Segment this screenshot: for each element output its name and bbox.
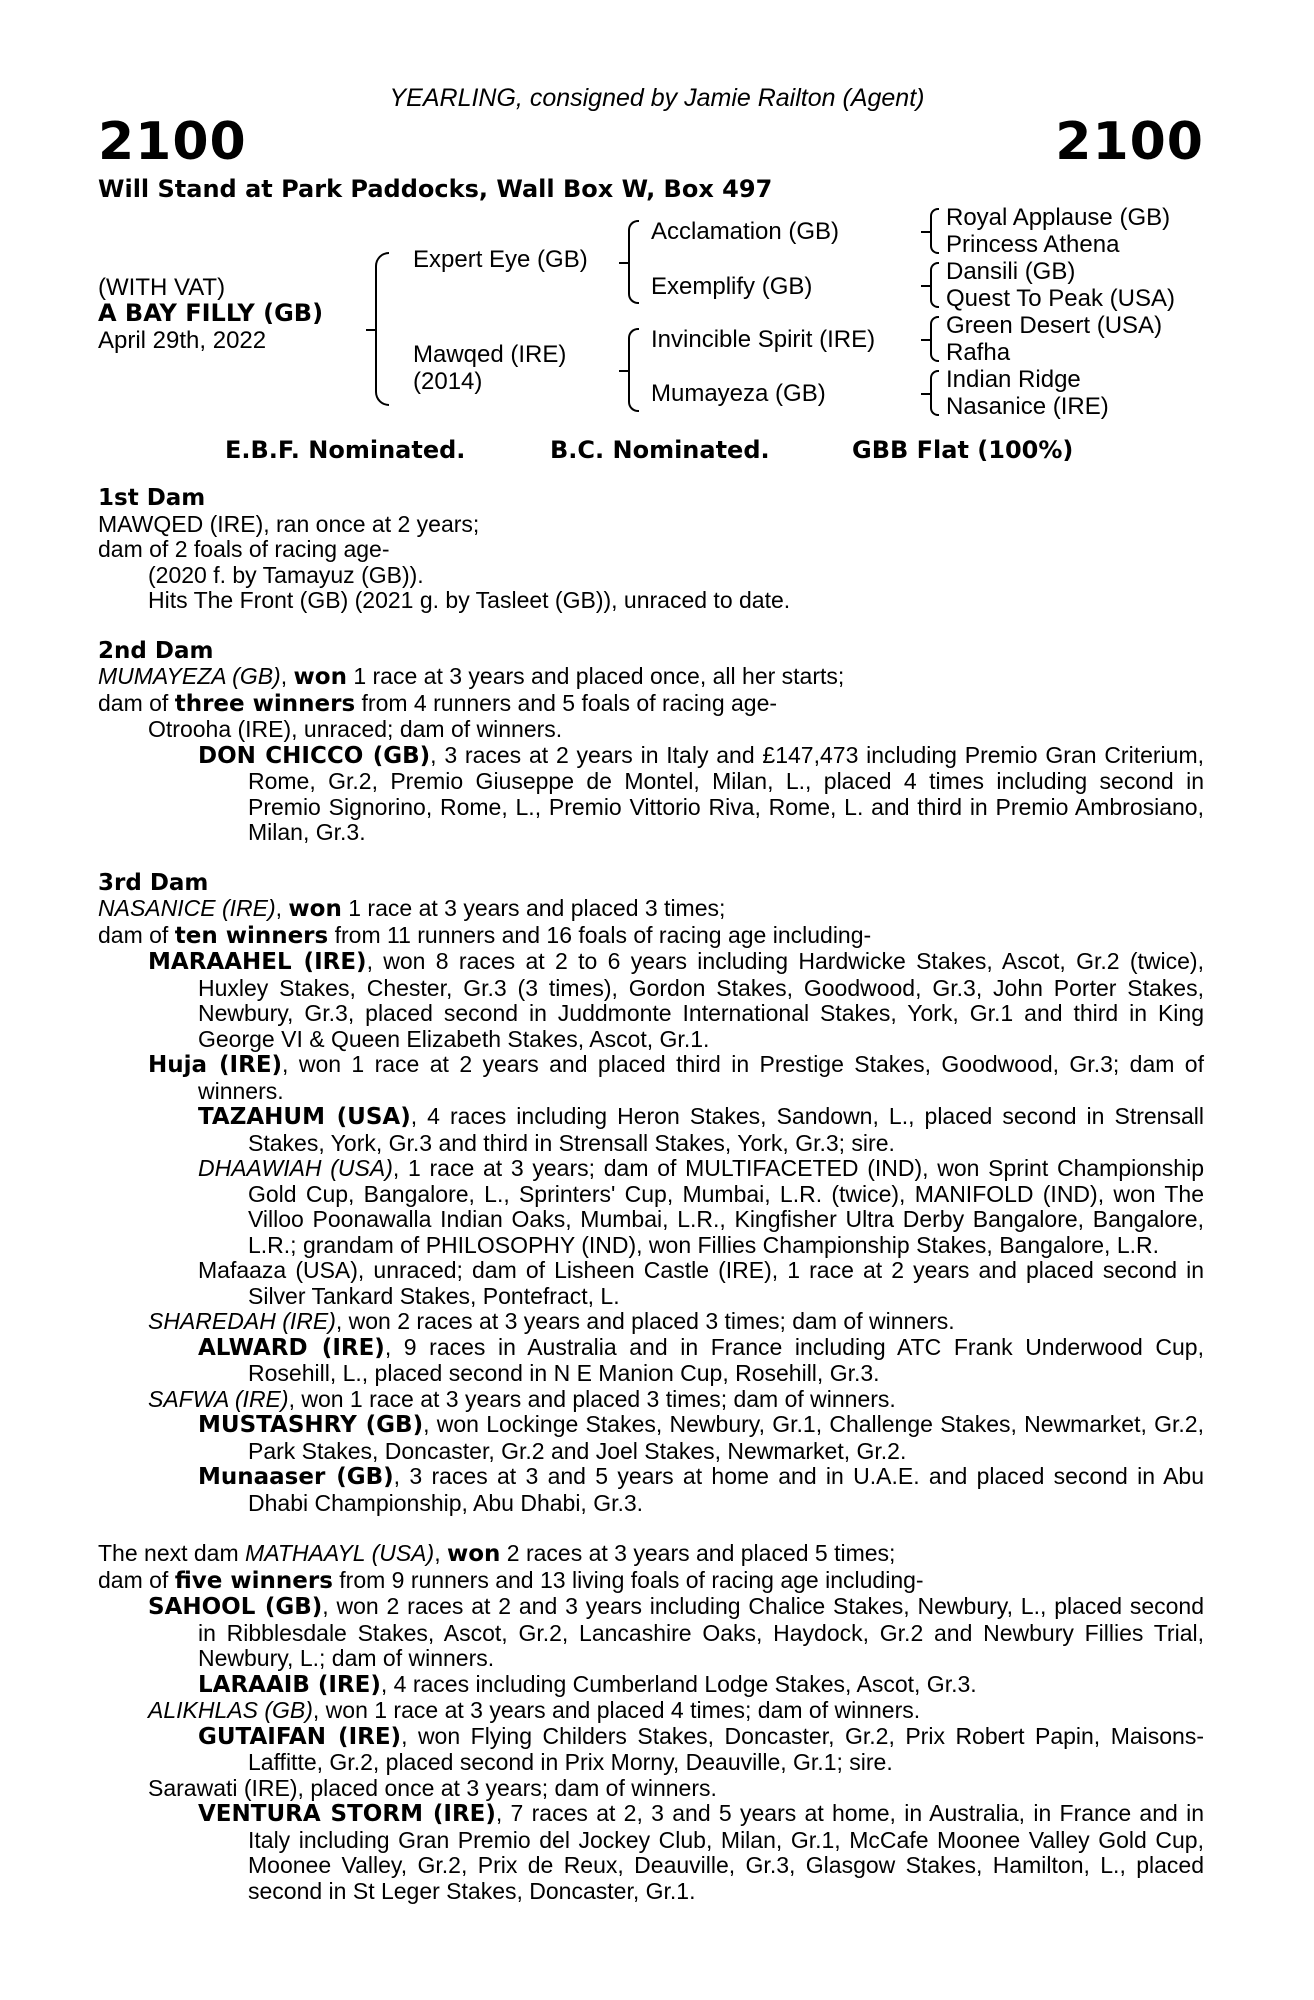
- sire: Expert Eye (GB): [413, 246, 588, 273]
- ds-brace: [930, 316, 939, 362]
- consignment-line: YEARLING, consigned by Jamie Railton (Agent): [389, 84, 925, 112]
- sire-sire: Acclamation (GB): [651, 218, 840, 245]
- gbb-flat: GBB Flat (100%): [852, 436, 1074, 464]
- third-dam-produce: Huja (IRE), won 1 race at 2 years and placed third in Prestige Stakes, Goodwood, Gr.3; dam of winners.: [148, 1051, 1204, 1104]
- third-dam-produce: MARAAHEL (IRE), won 8 races at 2 to 6 years including Hardwicke Stakes, Ascot, Gr.2 (twice), Huxley Stakes, Chester, Gr.3 (3 times), Gordon Stakes, Goodwood, Gr.3, John Porter Stakes, Newbury, Gr.3, placed second in Juddmonte International Stakes, York, Gr.1 and third in King George VI & Queen Elizabeth Stakes, Ascot, Gr.1.: [148, 948, 1204, 1052]
- first-dam-line: MAWQED (IRE), ran once at 2 years;: [98, 510, 480, 537]
- bc-nomination: B.C. Nominated.: [550, 436, 770, 464]
- ebf-nomination: E.B.F. Nominated.: [225, 436, 466, 464]
- catalogue-body: [98, 486, 1204, 1904]
- dam-sire: Invincible Spirit (IRE): [651, 326, 876, 353]
- third-dam-produce: SAFWA (IRE), won 1 race at 3 years and placed 3 times; dam of winners.: [148, 1385, 896, 1412]
- dam-sire-sire: Green Desert (USA): [946, 312, 1163, 339]
- next-dam-produce: VENTURA STORM (IRE), 7 races at 2, 3 and 5 years at home, in Australia, in France and in Italy including Gran Premio del Jockey Club, Milan, Gr.1, McCafe Moonee Valley Gold Cup, Moonee Valley, Gr.2, Prix de Reux, Deauville, Gr.3, Glasgow Stakes, Hamilton, L., placed second in St Leger Stakes, Doncaster, Gr.1.: [198, 1800, 1204, 1904]
- next-dam-produce: LARAAIB (IRE), 4 races including Cumberland Lodge Stakes, Ascot, Gr.3.: [198, 1670, 977, 1698]
- dd-brace: [930, 370, 939, 416]
- dam-dam: Mumayeza (GB): [651, 380, 826, 407]
- horse-name: A BAY FILLY (GB): [98, 299, 324, 327]
- third-dam-line: dam of ten winners from 11 runners and 16 foals of racing age including-: [98, 921, 872, 949]
- next-dam-produce: Sarawati (IRE), placed once at 3 years; dam of winners.: [148, 1774, 717, 1801]
- sd-brace: [930, 262, 939, 308]
- first-dam-line: dam of 2 foals of racing age-: [98, 536, 390, 562]
- second-dam-heading: 2nd Dam: [98, 637, 214, 664]
- sire-sire-dam: Princess Athena: [946, 231, 1120, 258]
- second-dam-produce: DON CHICCO (GB), 3 races at 2 years in Italy and £147,473 including Premio Gran Criterium, Rome, Gr.2, Premio Giuseppe de Montel, Milan, L., placed 4 times including second in Premio Signorino, Rome, L., Premio Vittorio Riva, Rome, L. and third in Premio Ambrosiano, Milan, Gr.3.: [198, 741, 1204, 845]
- sire-brace: [628, 220, 639, 304]
- third-dam-produce: Munaaser (GB), 3 races at 3 and 5 years at home and in U.A.E. and placed second in Abu Dhabi Championship, Abu Dhabi, Gr.3.: [198, 1463, 1205, 1516]
- sire-dam-sire: Dansili (GB): [946, 258, 1076, 285]
- horse-dob: April 29th, 2022: [98, 327, 267, 354]
- next-dam-line: dam of five winners from 9 runners and 13 living foals of racing age including-: [98, 1566, 924, 1594]
- dam-sire-dam: Rafha: [946, 339, 1011, 366]
- third-dam-produce: TAZAHUM (USA), 4 races including Heron Stakes, Sandown, L., placed second in Strensall Stakes, York, Gr.3 and third in Strensall Stakes, York, Gr.3; sire.: [198, 1103, 1204, 1156]
- second-dam-line: MUMAYEZA (GB), won 1 race at 3 years and placed once, all her starts;: [98, 663, 845, 690]
- second-dam-line: dam of three winners from 4 runners and 5 foals of racing age-: [98, 689, 778, 717]
- sire-dam-dam: Quest To Peak (USA): [946, 285, 1175, 312]
- sire-dam: Exemplify (GB): [651, 273, 813, 300]
- dam-brace: [628, 328, 639, 412]
- stand-location: Will Stand at Park Paddocks, Wall Box W, Box 497: [98, 175, 773, 203]
- next-dam-line: The next dam MATHAAYL (USA), won 2 races at 3 years and placed 5 times;: [98, 1540, 896, 1567]
- dam-dam-sire: Indian Ridge: [946, 366, 1081, 393]
- next-dam-produce: ALIKHLAS (GB), won 1 race at 3 years and placed 4 times; dam of winners.: [148, 1697, 921, 1723]
- dam-dam-dam: Nasanice (IRE): [946, 393, 1109, 420]
- next-dam-produce: SAHOOL (GB), won 2 races at 2 and 3 years including Chalice Stakes, Newbury, L., placed second in Ribblesdale Stakes, Ascot, Gr.2, Lancashire Oaks, Haydock, Gr.2 and Newbury Fillies Trial, Newbury, L.; dam of winners.: [148, 1593, 1204, 1671]
- third-dam-heading: 3rd Dam: [98, 869, 209, 896]
- lot-number-left: 2100: [98, 112, 247, 172]
- third-dam-produce: Mafaaza (USA), unraced; dam of Lisheen Castle (IRE), 1 race at 2 years and placed second in Silver Tankard Stakes, Pontefract, L.: [198, 1257, 1204, 1309]
- third-dam-produce: MUSTASHRY (GB), won Lockinge Stakes, Newbury, Gr.1, Challenge Stakes, Newmarket, Gr.2, Park Stakes, Doncaster, Gr.2 and Joel Stakes, Newmarket, Gr.2.: [198, 1411, 1204, 1464]
- dam-year: (2014): [413, 368, 483, 395]
- third-dam-line: NASANICE (IRE), won 1 race at 3 years and placed 3 times;: [98, 895, 726, 922]
- second-dam-produce: Otrooha (IRE), unraced; dam of winners.: [148, 716, 563, 742]
- first-dam-heading: 1st Dam: [98, 485, 206, 511]
- pedigree-brace: [375, 252, 389, 406]
- first-dam-produce: (2020 f. by Tamayuz (GB)).: [148, 561, 424, 588]
- first-dam-produce: Hits The Front (GB) (2021 g. by Tasleet (GB)), unraced to date.: [148, 587, 791, 613]
- vat-label: (WITH VAT): [98, 274, 226, 301]
- dam: Mawqed (IRE): [413, 341, 567, 368]
- sire-sire-sire: Royal Applause (GB): [946, 204, 1171, 231]
- third-dam-produce: SHAREDAH (IRE), won 2 races at 3 years and placed 3 times; dam of winners.: [148, 1308, 955, 1334]
- third-dam-produce: DHAAWIAH (USA), 1 race at 3 years; dam of MULTIFACETED (IND), won Sprint Championship Gold Cup, Bangalore, L., Sprinters' Cup, Mumbai, L.R. (twice), MANIFOLD (IND), won The Villoo Poonawalla Indian Oaks, Mumbai, L.R., Kingfisher Ultra Derby Bangalore, Bangalore, L.R.; grandam of PHILOSOPHY (IND), won Fillies Championship Stakes, Bangalore, L.R.: [198, 1155, 1204, 1258]
- ss-brace: [930, 208, 939, 254]
- next-dam-produce: GUTAIFAN (IRE), won Flying Childers Stakes, Doncaster, Gr.2, Prix Robert Papin, Maisons-Laffitte, Gr.2, placed second in Prix Morny, Deauville, Gr.1; sire.: [198, 1722, 1204, 1775]
- lot-number-right: 2100: [1055, 112, 1204, 172]
- third-dam-produce: ALWARD (IRE), 9 races in Australia and in France including ATC Frank Underwood Cup, Rosehill, L., placed second in N E Manion Cup, Rosehill, Gr.3.: [198, 1333, 1204, 1386]
